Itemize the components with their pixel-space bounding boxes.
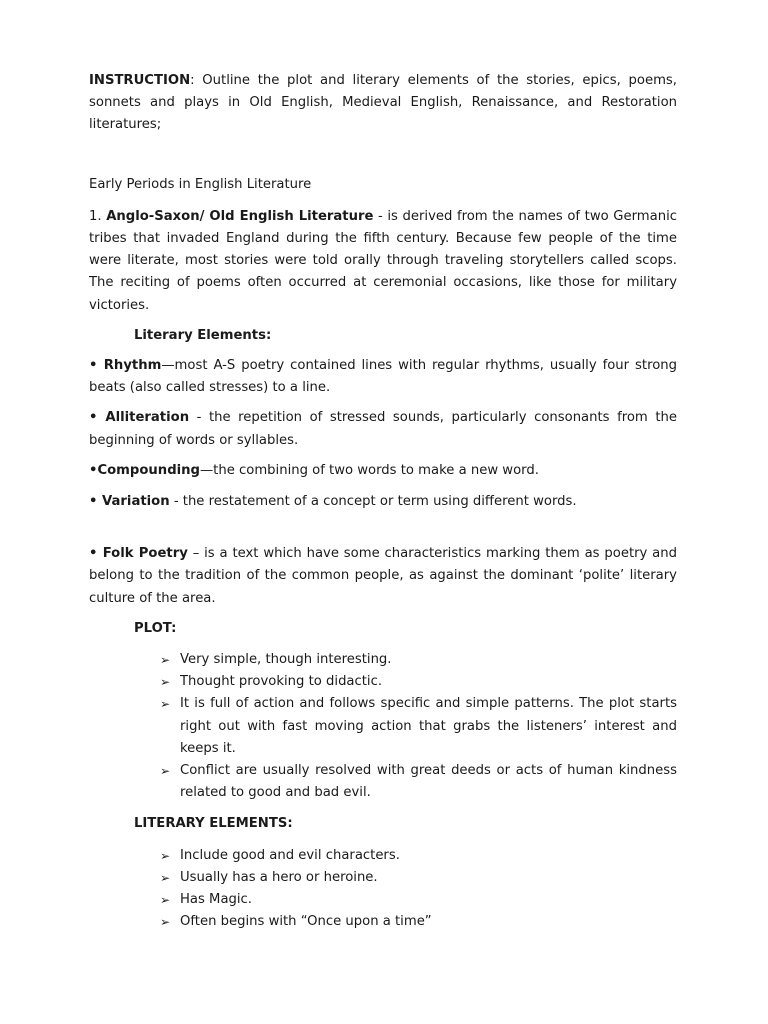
element-rhythm xyxy=(89,355,677,399)
literary-elements-heading: Literary Elements: xyxy=(134,327,272,343)
plot-list xyxy=(89,649,677,804)
anglo-saxon-paragraph xyxy=(89,206,677,317)
literary-elements-list xyxy=(89,845,677,934)
arrow-bullet-icon: ➢ xyxy=(160,915,171,930)
element-variation xyxy=(89,491,677,513)
document-page xyxy=(89,70,677,934)
list-item xyxy=(160,845,677,867)
element-term: Variation xyxy=(102,494,170,510)
plot-heading: PLOT: xyxy=(134,620,177,636)
element-text: —the combining of two words to make a new word. xyxy=(199,462,539,478)
list-item-text: Very simple, though interesting. xyxy=(180,652,392,668)
list-item xyxy=(160,649,677,671)
element-text: - the restatement of a concept or term using different words. xyxy=(169,494,577,510)
literary-elements-caps-heading: LITERARY ELEMENTS: xyxy=(134,816,293,832)
element-compounding xyxy=(89,460,677,482)
arrow-bullet-icon: ➢ xyxy=(160,870,171,885)
list-item-text: It is full of action and follows specific and simple patterns. The plot starts right out with fast moving action that grabs the listeners’ interest and keeps it. xyxy=(180,696,677,756)
element-bullet: • xyxy=(89,410,106,426)
arrow-bullet-icon: ➢ xyxy=(160,893,171,908)
element-term: Alliteration xyxy=(105,410,190,426)
list-item-text: Usually has a hero or heroine. xyxy=(180,869,378,885)
folk-poetry-text: – is a text which have some characteristics marking them as poetry and belong to the tradition of the common people, as against the dominant ‘polite’ literary culture of the area. xyxy=(89,546,677,606)
list-item xyxy=(160,760,677,804)
element-bullet: • xyxy=(89,494,103,510)
instruction-text: : Outline the plot and literary elements of the stories, epics, poems, sonnets and plays in Old English, Medieval English, Renaissance, and Restoration literatures; xyxy=(89,73,677,133)
folk-poetry-term: Folk Poetry xyxy=(102,546,188,562)
anglo-saxon-text: - is derived from the names of two Germanic tribes that invaded England during the fifth century. Because few people of the time were literate, most stories were told orally through traveling storytellers called scops. The reciting of poems often occurred at ceremonial occasions, like those for military victories. xyxy=(89,208,677,313)
instruction-label: INSTRUCTION xyxy=(89,73,191,88)
folk-poetry-paragraph xyxy=(89,543,677,610)
list-item-text: Often begins with “Once upon a time” xyxy=(180,914,432,930)
arrow-bullet-icon: ➢ xyxy=(160,697,171,712)
list-item-text: Has Magic. xyxy=(180,892,252,908)
element-alliteration xyxy=(89,407,677,451)
list-item xyxy=(160,889,677,911)
element-bullet: • xyxy=(89,462,98,478)
arrow-bullet-icon: ➢ xyxy=(160,764,171,779)
element-bullet: • xyxy=(89,358,104,374)
element-term: Compounding xyxy=(97,462,200,478)
anglo-saxon-title: Anglo-Saxon/ Old English Literature xyxy=(106,208,374,224)
list-item xyxy=(160,671,677,693)
element-text: —most A-S poetry contained lines with regular rhythms, usually four strong beats (also called stresses) to a line. xyxy=(89,358,677,396)
element-term: Rhythm xyxy=(103,358,162,374)
arrow-bullet-icon: ➢ xyxy=(160,675,171,690)
anglo-saxon-number: 1. xyxy=(89,208,107,224)
arrow-bullet-icon: ➢ xyxy=(160,848,171,863)
arrow-bullet-icon: ➢ xyxy=(160,653,171,668)
list-item xyxy=(160,867,677,889)
list-item xyxy=(160,693,677,760)
instruction-paragraph xyxy=(89,70,677,137)
section-heading: Early Periods in English Literature xyxy=(89,176,312,192)
list-item-text: Conflict are usually resolved with great deeds or acts of human kindness related to good and bad evil. xyxy=(180,763,677,801)
list-item-text: Include good and evil characters. xyxy=(180,847,400,863)
folk-poetry-bullet: • xyxy=(89,546,103,562)
list-item xyxy=(160,911,677,933)
list-item-text: Thought provoking to didactic. xyxy=(180,674,383,690)
element-text: - the repetition of stressed sounds, particularly consonants from the beginning of words or syllables. xyxy=(89,410,677,448)
